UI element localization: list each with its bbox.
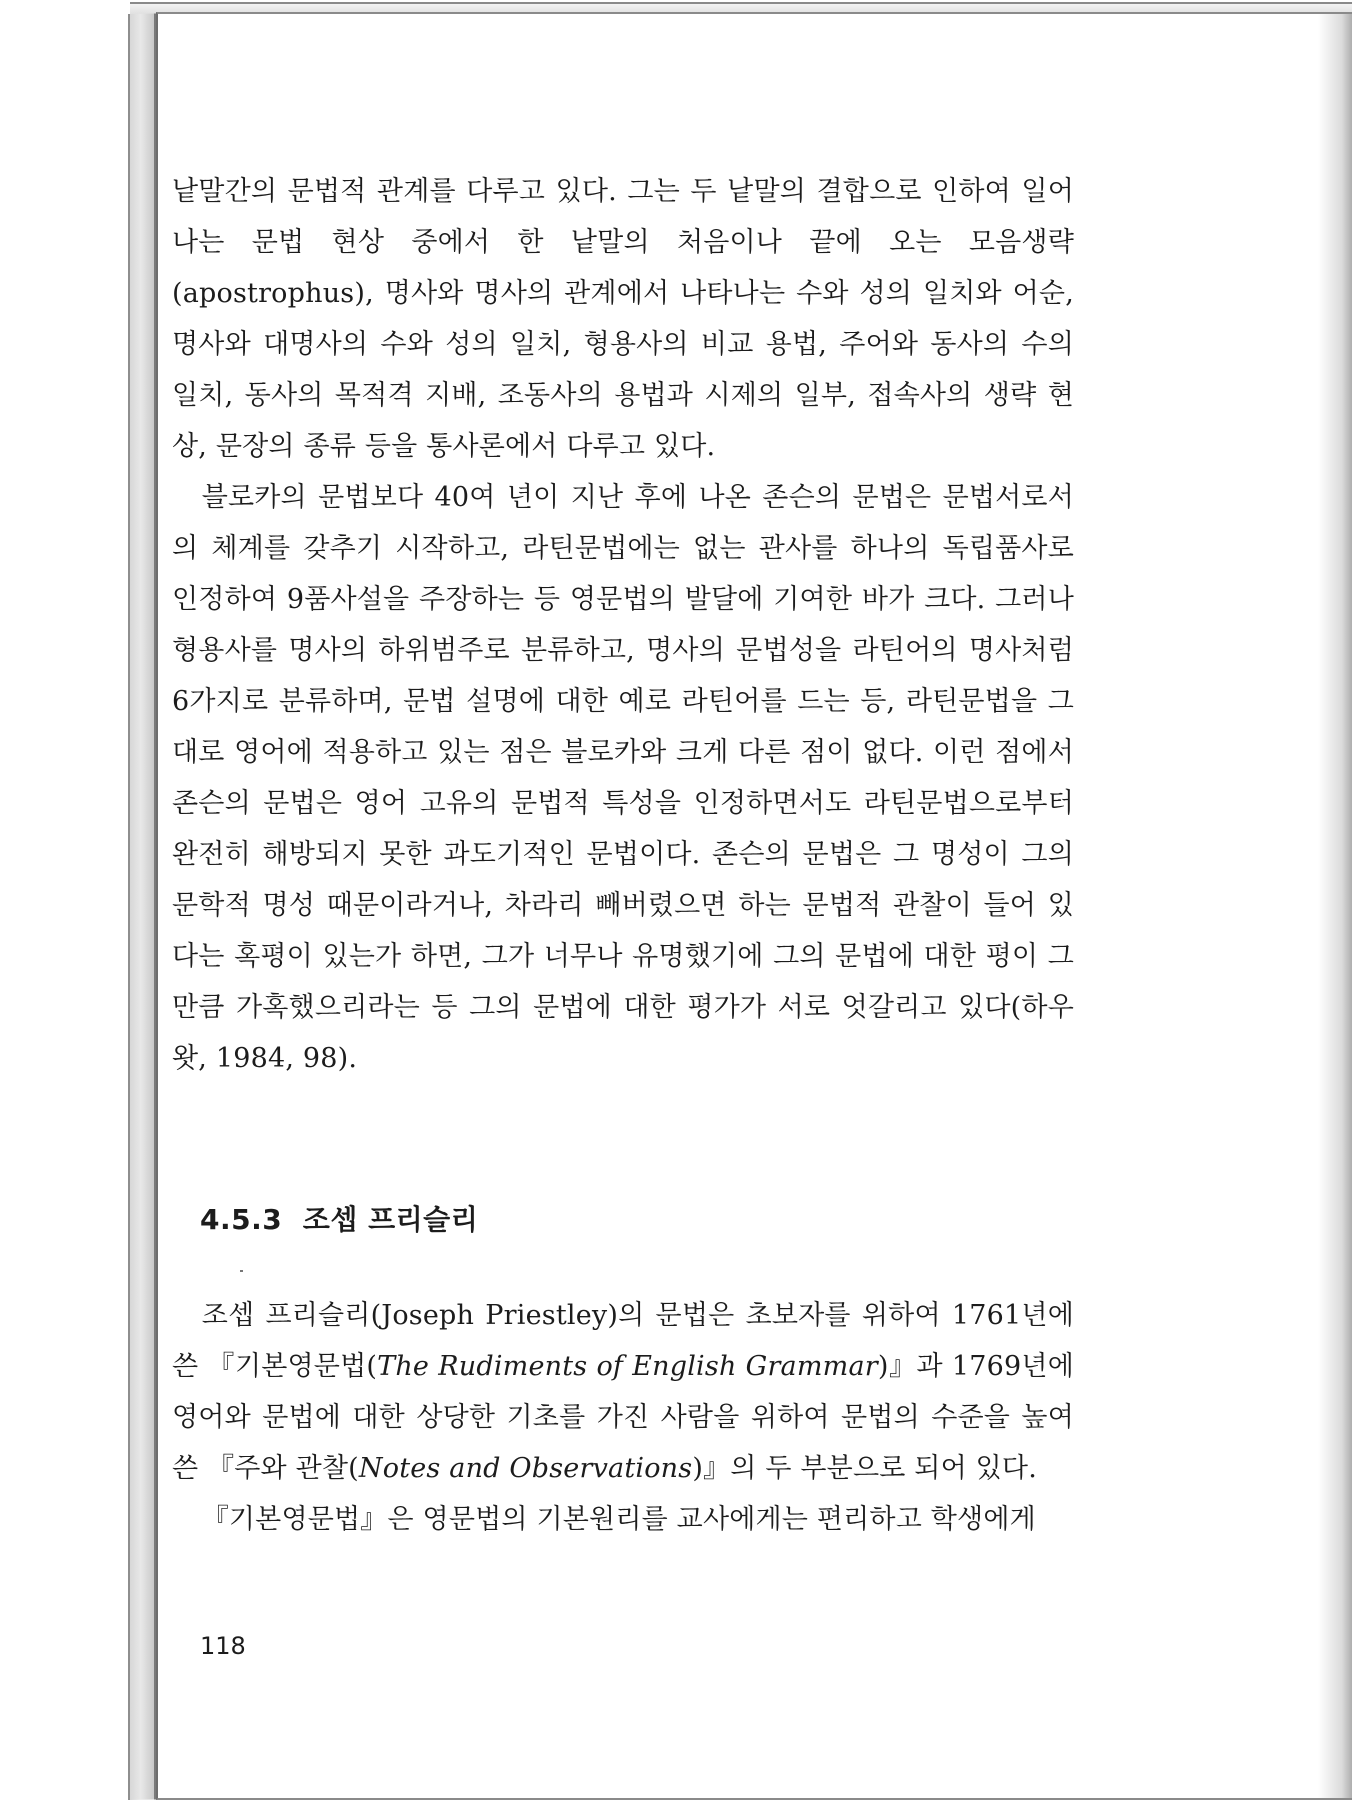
- paragraph-continued: 낱말간의 문법적 관계를 다루고 있다. 그는 두 낱말의 결합으로 인하여 일어나는 문법 현상 중에서 한 낱말의 처음이나 끝에 오는 모음생략 (apostrophus), 명사와 명사의 관계에서 나타나는 수와 성의 일치와 어순, 명사와 대명사의 수와 성의 일치, 형용사의 비교 용법, 주어와 동사의 수의 일치, 동사의 목적격 지배, 조동사의 용법과 시제의 일부, 접속사의 생략 현상, 문장의 종류 등을 통사론에서 다루고 있다.: [172, 176, 1074, 462]
- section-heading: [200, 1198, 478, 1238]
- paragraph-priestley-intro: [172, 1290, 1074, 1494]
- priestley-text-1: 조셉 프리슬리(Joseph Priestley)의 문법은 초보자를 위하여 1761년에 쓴 『기본영문법(: [172, 1300, 1074, 1382]
- priestley-text-2: )』과 1769년에 영어와 문법에 대한 상당한 기초를 가진 사람을 위하여 문법의 수준을 높여 쓴 『주와 관찰(: [172, 1351, 1074, 1484]
- section-title: 조셉 프리슬리: [302, 1203, 479, 1236]
- page-number: 118: [200, 1632, 246, 1660]
- book-page-stack-edge: [128, 13, 156, 1800]
- book-title-notes: Notes and Observations: [358, 1453, 693, 1484]
- body-text-section: [172, 1290, 1074, 1545]
- paragraph-rudiments: 『기본영문법』은 영문법의 기본원리를 교사에게는 편리하고 학생에게: [201, 1504, 1036, 1535]
- page-right-shadow: [1318, 14, 1352, 1798]
- stray-ink-mark: [240, 1270, 243, 1272]
- priestley-text-3: )』의 두 부분으로 되어 있다.: [692, 1453, 1037, 1484]
- paragraph-johnson-grammar: 블로카의 문법보다 40여 년이 지난 후에 나온 존슨의 문법은 문법서로서의 체계를 갖추기 시작하고, 라틴문법에는 없는 관사를 하나의 독립품사로 인정하여 9품사설을 주장하는 등 영문법의 발달에 기여한 바가 크다. 그러나 형용사를 명사의 하위범주로 분류하고, 명사의 문법성을 라틴어의 명사처럼 6가지로 분류하며, 문법 설명에 대한 예로 라틴어를 드는 등, 라틴문법을 그대로 영어에 적용하고 있는 점은 블로카와 크게 다른 점이 없다. 이런 점에서 존슨의 문법은 영어 고유의 문법적 특성을 인정하면서도 라틴문법으로부터 완전히 해방되지 못한 과도기적인 문법이다. 존슨의 문법은 그 명성이 그의 문학적 명성 때문이라거나, 차라리 빼버렸으면 하는 문법적 관찰이 들어 있다는 혹평이 있는가 하면, 그가 너무나 유명했기에 그의 문법에 대한 평이 그만큼 가혹했으리라는 등 그의 문법에 대한 평가가 서로 엇갈리고 있다(하우왓, 1984, 98).: [172, 482, 1074, 1074]
- body-text-top: [172, 166, 1074, 1084]
- book-title-rudiments: The Rudiments of English Grammar: [377, 1351, 878, 1382]
- section-number: 4.5.3: [200, 1203, 283, 1236]
